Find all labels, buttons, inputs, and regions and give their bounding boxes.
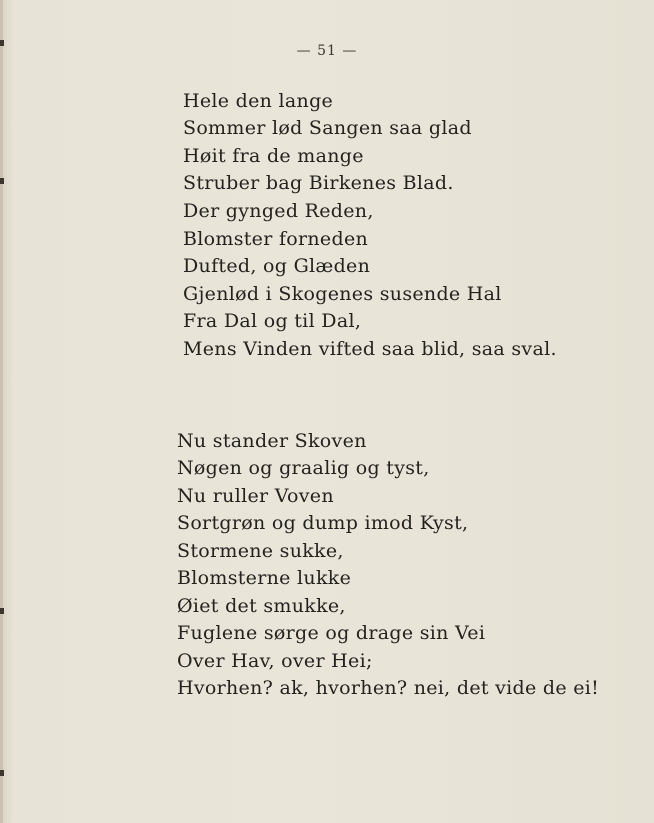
poem-line: Blomsterne lukke xyxy=(177,567,352,589)
poem-line: Der gynged Reden, xyxy=(183,200,374,222)
edge-mark xyxy=(0,770,4,776)
poem-line: Sommer lød Sangen saa glad xyxy=(183,117,472,139)
poem-line: Øiet det smukke, xyxy=(177,595,346,617)
poem-line: Mens Vinden vifted saa blid, saa sval. xyxy=(183,338,557,360)
poem-line: Fra Dal og til Dal, xyxy=(183,310,362,332)
poem-line: Struber bag Birkenes Blad. xyxy=(183,172,454,194)
poem-line: Høit fra de mange xyxy=(183,145,364,167)
poem-line: Sortgrøn og dump imod Kyst, xyxy=(177,512,469,534)
edge-mark xyxy=(0,608,4,614)
poem-line: Blomster forneden xyxy=(183,228,369,250)
page-binding-edge xyxy=(0,0,3,823)
poem-line: Hvorhen? ak, hvorhen? nei, det vide de ei! xyxy=(177,677,600,699)
poem-line: Nu ruller Voven xyxy=(177,485,334,507)
edge-mark xyxy=(0,178,4,184)
poem-line: Over Hav, over Hei; xyxy=(177,650,373,672)
poem-line: Nøgen og graalig og tyst, xyxy=(177,457,430,479)
poem-line: Fuglene sørge og drage sin Vei xyxy=(177,622,486,644)
poem-line: Nu stander Skoven xyxy=(177,430,367,452)
poem-line: Dufted, og Glæden xyxy=(183,255,371,277)
poem-line: Stormene sukke, xyxy=(177,540,344,562)
page-number: — 51 — xyxy=(296,43,358,59)
poem-line: Gjenlød i Skogenes susende Hal xyxy=(183,283,502,305)
poem-line: Hele den lange xyxy=(183,90,334,112)
